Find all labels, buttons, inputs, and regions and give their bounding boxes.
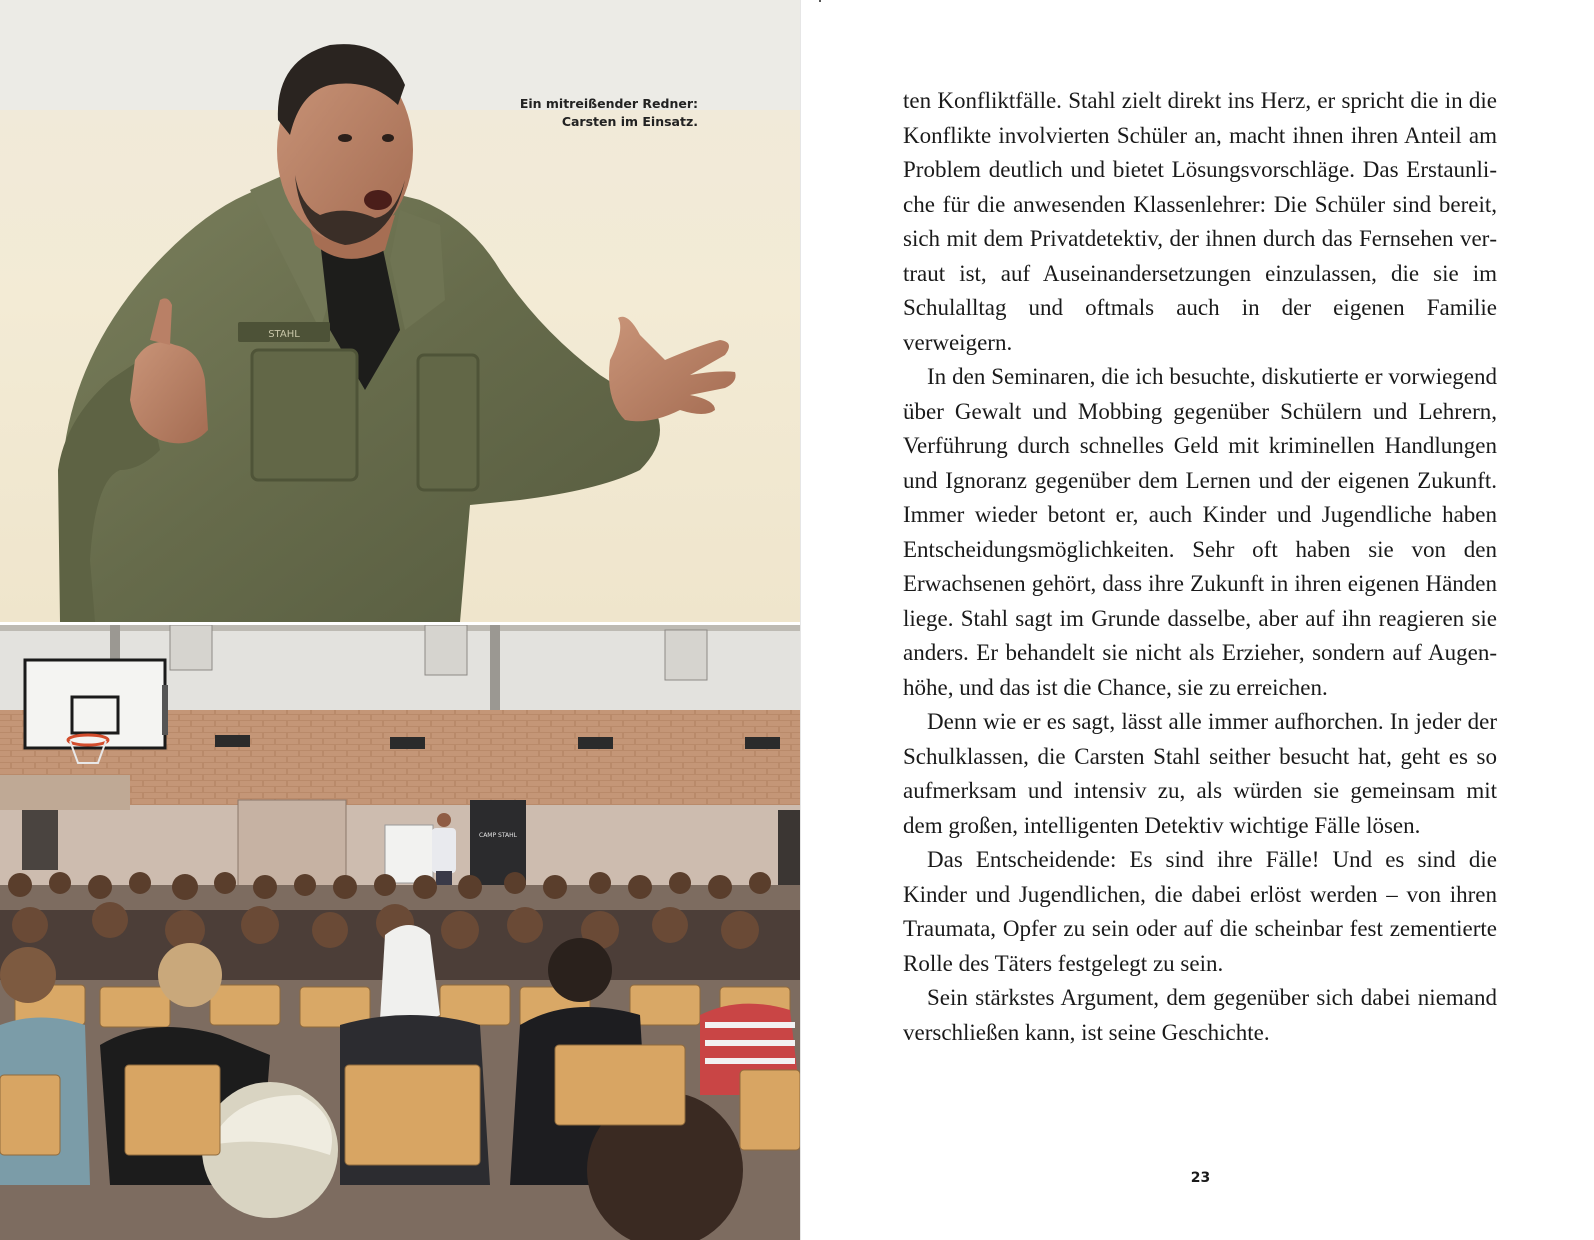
right-page	[801, 0, 1594, 1240]
body-text	[903, 84, 1497, 1050]
photo-speaker	[0, 0, 800, 622]
paragraph-1: ten Konfliktfälle. Stahl zielt direkt ins Herz, er spricht die in die Konflikte involvierten Schüler an, macht ihnen ihren Anteil am Problem deutlich und bietet Lösungsvorschläge. Das Erstaunliche für die anwesenden Klassenlehrer: Die Schüler sind bereit, sich mit dem Privatdetektiv, der ihnen durch das Fernsehen vertraut ist, auf Auseinandersetzungen einzulassen, die sie im Schulalltag und oftmals auch in der eigenen Familie verweigern.	[903, 88, 1497, 355]
paragraph-5: Sein stärkstes Argument, dem gegenüber sich dabei niemand verschließen kann, ist seine Geschichte.	[903, 985, 1497, 1045]
paragraph-3: Denn wie er es sagt, lässt alle immer aufhorchen. In jeder der Schulklassen, die Carsten Stahl seither besucht hat, geht es so aufmerksam und intensiv zu, als würden sie gemeinsam mit dem großen, intelligenten Detektiv wichtige Fälle lösen.	[903, 709, 1497, 838]
paragraph-2: In den Seminaren, die ich besuchte, diskutierte er vorwiegend über Gewalt und Mobbing gegenüber Schülern und Lehrern, Verführung durch schnelles Geld mit kriminellen Handlungen und Ignoranz gegenüber dem Lernen und der eigenen Zukunft. Immer wieder betont er, auch Kinder und Jugendliche haben Entscheidungsmöglichkeiten. Sehr oft haben sie von den Erwachsenen gehört, dass ihre Zukunft in ihren eigenen Händen liege. Stahl sagt im Grunde dasselbe, aber auf ihn reagieren sie anders. Er behandelt sie nicht als Erzieher, sondern auf Augenhöhe, und das ist die Chance, sie zu erreichen.	[903, 364, 1497, 700]
page-number: 23	[1190, 1170, 1211, 1186]
banner-text: CAMP STAHL	[479, 832, 517, 839]
caption-line-2: Carsten im Einsatz.	[561, 114, 698, 129]
gym-illustration	[0, 625, 800, 1240]
photo-gym-audience	[0, 625, 800, 1240]
caption-line-1: Ein mitreißender Redner:	[519, 96, 698, 111]
paragraph-4: Das Entscheidende: Es sind ihre Fälle! Und es sind die Kinder und Jugendlichen, die dabei erlöst werden – von ihren Traumata, Opfer zu sein oder auf die scheinbar fest zementierte Rolle des Täters festgelegt zu sein.	[903, 847, 1497, 976]
speaker-illustration	[0, 0, 800, 622]
jacket-name-tag: STAHL	[268, 329, 300, 340]
photo-caption	[520, 95, 698, 131]
